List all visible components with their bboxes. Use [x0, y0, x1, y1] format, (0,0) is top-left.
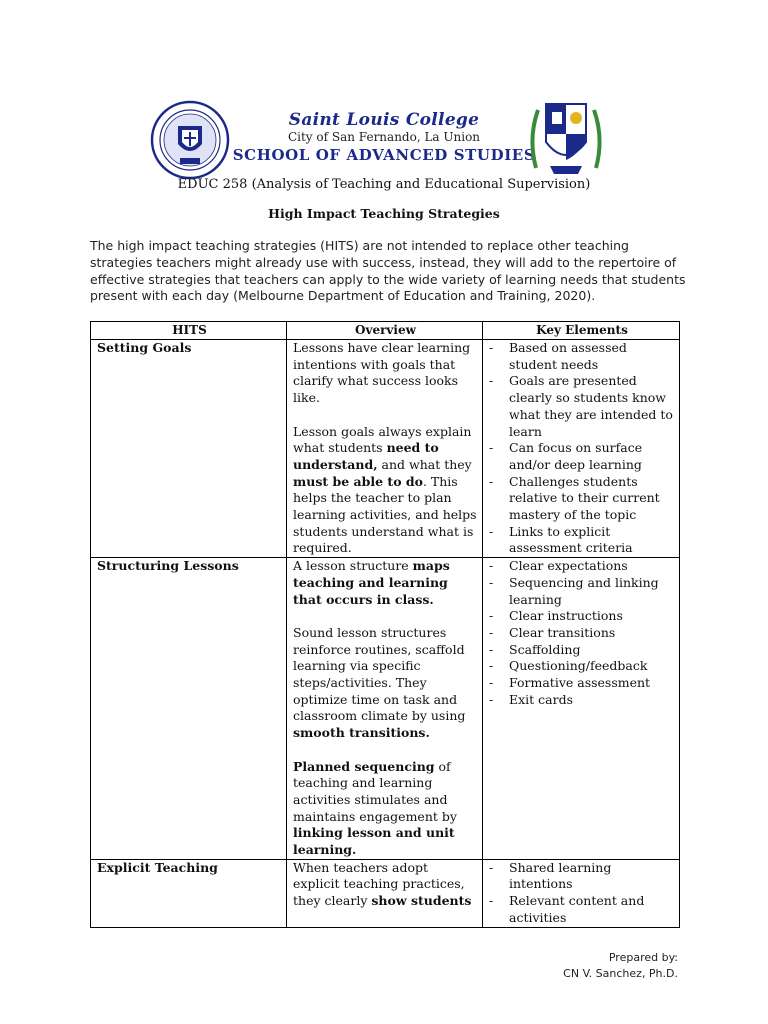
overview-paragraph: Lessons have clear learning intentions with goals that clarify what success looks like. [293, 340, 471, 406]
list-item: - Formative assessment [489, 675, 675, 692]
overview-paragraph: A lesson structure maps teaching and learning that occurs in class. [293, 558, 450, 607]
footer [563, 950, 678, 982]
hits-name: Explicit Teaching [91, 859, 287, 927]
hits-name: Structuring Lessons [91, 558, 287, 860]
key-elements-cell [483, 558, 680, 860]
college-name: Saint Louis College [288, 110, 480, 130]
header-key-elements: Key Elements [483, 322, 680, 340]
document-header [0, 95, 768, 175]
list-item: - Based on assessed student needs [489, 340, 675, 373]
list-item: - Challenges students relative to their current mastery of the topic [489, 474, 675, 524]
header-overview: Overview [287, 322, 483, 340]
course-title: EDUC 258 (Analysis of Teaching and Educational Supervision) [177, 177, 591, 192]
overview-cell [287, 859, 483, 927]
overview-cell [287, 340, 483, 558]
overview-paragraph: Planned sequencing of teaching and learning activities stimulates and maintains engagement by linking lesson and unit learning. [293, 758, 457, 858]
key-elements-cell [483, 340, 680, 558]
overview-cell [287, 558, 483, 860]
intro-paragraph: The high impact teaching strategies (HITS) are not intended to replace other teaching strategies teachers might already use with success, instead, they will add to the repertoire of effective strategies that teachers can apply to the wide variety of learning needs that students present with each day (Melbourne Department of Education and Training, 2020). [90, 238, 686, 304]
table-row [91, 340, 680, 558]
document-title: High Impact Teaching Strategies [268, 206, 500, 221]
list-item: - Exit cards [489, 692, 675, 709]
list-item: - Scaffolding [489, 642, 675, 659]
hits-name: Setting Goals [91, 340, 287, 558]
list-item: - Clear transitions [489, 625, 675, 642]
list-item: - Goals are presented clearly so students know what they are intended to learn [489, 373, 675, 440]
overview-paragraph: Sound lesson structures reinforce routines, scaffold learning via specific steps/activities. They optimize time on task and classroom climate by using smooth transitions. [293, 624, 466, 741]
list-item: - Questioning/feedback [489, 658, 675, 675]
overview-paragraph: When teachers adopt explicit teaching practices, they clearly show students [293, 859, 472, 909]
list-item: - Relevant content and activities [489, 893, 675, 926]
school-name: SCHOOL OF ADVANCED STUDIES [232, 146, 536, 164]
overview-paragraph: Lesson goals always explain what students need to understand, and what they must be able to do. This helps the teacher to plan learning activities, and helps students understand what is required. [293, 423, 477, 556]
header-hits: HITS [91, 322, 287, 340]
key-elements-cell [483, 859, 680, 927]
table-row [91, 558, 680, 860]
school-of-advanced-studies-crest-icon [528, 98, 604, 180]
list-item: - Can focus on surface and/or deep learning [489, 440, 675, 473]
list-item: - Shared learning intentions [489, 860, 675, 893]
college-city: City of San Fernando, La Union [287, 130, 481, 144]
table-header-row [91, 322, 680, 340]
list-item: - Sequencing and linking learning [489, 575, 675, 608]
list-item: - Clear expectations [489, 558, 675, 575]
table-row [91, 859, 680, 927]
hits-table [90, 321, 680, 928]
list-item: - Links to explicit assessment criteria [489, 524, 675, 557]
prepared-by-label: Prepared by: [608, 951, 678, 964]
list-item: - Clear instructions [489, 608, 675, 625]
preparer-name: CN V. Sanchez, Ph.D. [563, 967, 678, 980]
